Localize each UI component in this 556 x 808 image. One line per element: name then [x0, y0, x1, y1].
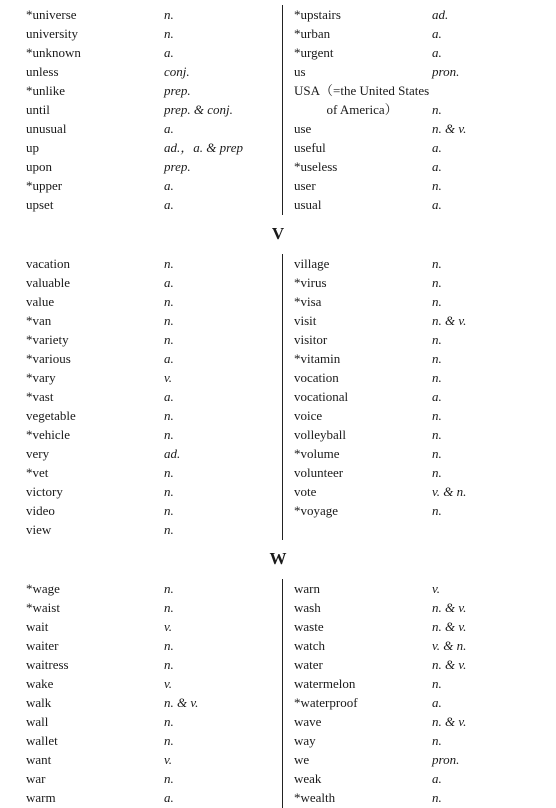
vocab-entry	[294, 769, 546, 788]
vocab-word: village	[294, 256, 330, 271]
part-of-speech: n.	[164, 503, 174, 518]
part-of-speech: n.	[164, 408, 174, 423]
vocab-entry	[294, 254, 546, 273]
vocab-word: wave	[294, 714, 322, 729]
part-of-speech: n.	[164, 332, 174, 347]
vocab-entry	[294, 311, 546, 330]
vocab-word: warm	[26, 790, 56, 805]
vocab-word: wake	[26, 676, 54, 691]
section-v	[0, 254, 556, 540]
vocab-word: *vet	[26, 465, 49, 480]
part-of-speech: n.	[164, 7, 174, 22]
part-of-speech: a.	[432, 45, 442, 60]
vocab-entry	[26, 387, 278, 406]
vocab-entry	[26, 712, 278, 731]
part-of-speech: a.	[164, 178, 174, 193]
vocab-word: up	[26, 140, 39, 155]
vocab-entry	[26, 444, 278, 463]
vocab-word: war	[26, 771, 46, 786]
vocab-word: very	[26, 446, 50, 461]
vocab-entry	[294, 750, 546, 769]
part-of-speech: a.	[432, 197, 442, 212]
vocab-word: *visa	[294, 294, 322, 309]
vocab-word: *waist	[26, 600, 60, 615]
part-of-speech: n.	[432, 351, 442, 366]
vocab-entry	[294, 617, 546, 636]
part-of-speech: n.	[164, 484, 174, 499]
part-of-speech: n.	[164, 657, 174, 672]
part-of-speech: pron.	[432, 64, 460, 79]
part-of-speech: n.	[432, 676, 442, 691]
vocab-word: *virus	[294, 275, 327, 290]
vocab-word: *vast	[26, 389, 54, 404]
vocab-word: us	[294, 64, 306, 79]
part-of-speech: n.	[164, 522, 174, 537]
vocab-entry	[26, 425, 278, 444]
vocab-entry	[294, 674, 546, 693]
vocab-word: wait	[26, 619, 49, 634]
part-of-speech: prep.	[164, 83, 191, 98]
vocab-word: vacation	[26, 256, 71, 271]
vocab-entry	[26, 311, 278, 330]
vocab-entry	[26, 769, 278, 788]
column-right	[294, 5, 546, 214]
part-of-speech: ad.，a. & prep	[164, 140, 243, 155]
vocab-word: *van	[26, 313, 52, 328]
part-of-speech: a.	[432, 26, 442, 41]
vocab-word: we	[294, 752, 310, 767]
vocab-entry	[26, 482, 278, 501]
vocab-word: water	[294, 657, 323, 672]
vocab-entry	[294, 5, 546, 24]
part-of-speech: conj.	[164, 64, 190, 79]
vocab-entry	[294, 636, 546, 655]
vocab-word: walk	[26, 695, 52, 710]
part-of-speech: n.	[432, 446, 442, 461]
part-of-speech: a.	[432, 140, 442, 155]
vocab-word: user	[294, 178, 316, 193]
vocab-entry	[294, 579, 546, 598]
vocab-word: useful	[294, 140, 326, 155]
part-of-speech: v.	[164, 752, 173, 767]
vocab-word: vote	[294, 484, 317, 499]
vocab-entry	[26, 176, 278, 195]
vocab-word: *voyage	[294, 503, 339, 518]
vocab-entry	[294, 693, 546, 712]
part-of-speech: prep.	[164, 159, 191, 174]
vocab-entry	[26, 368, 278, 387]
vocab-entry	[26, 598, 278, 617]
part-of-speech: n.	[164, 26, 174, 41]
vocab-word: weak	[294, 771, 322, 786]
vocab-entry	[294, 43, 546, 62]
vocab-word: warn	[294, 581, 320, 596]
vocab-word: use	[294, 121, 312, 136]
vocab-word: waiter	[26, 638, 59, 653]
part-of-speech: n.	[432, 275, 442, 290]
vocab-word: way	[294, 733, 316, 748]
vocab-entry	[26, 195, 278, 214]
vocab-word: wash	[294, 600, 321, 615]
vocab-entry	[294, 24, 546, 43]
vocab-entry	[26, 349, 278, 368]
part-of-speech: n. & v.	[432, 313, 467, 328]
vocab-word: victory	[26, 484, 63, 499]
column-left	[26, 254, 278, 539]
vocab-word: *wealth	[294, 790, 336, 805]
column-left	[26, 5, 278, 214]
part-of-speech: n.	[164, 581, 174, 596]
part-of-speech: n.	[164, 294, 174, 309]
part-of-speech: n.	[164, 714, 174, 729]
part-of-speech: v.	[164, 370, 173, 385]
vocab-word: *useless	[294, 159, 338, 174]
vocab-word: volleyball	[294, 427, 346, 442]
part-of-speech: a.	[164, 275, 174, 290]
vocab-entry	[26, 636, 278, 655]
part-of-speech: n.	[432, 408, 442, 423]
vocab-entry	[294, 195, 546, 214]
vocab-entry	[294, 273, 546, 292]
vocab-entry	[294, 463, 546, 482]
vocab-entry	[26, 273, 278, 292]
vocab-word: *various	[26, 351, 71, 366]
vocab-word: *vitamin	[294, 351, 341, 366]
column-divider	[282, 579, 283, 808]
vocab-entry	[26, 330, 278, 349]
vocab-word: vocation	[294, 370, 339, 385]
vocab-entry	[294, 387, 546, 406]
part-of-speech: n.	[432, 465, 442, 480]
vocab-entry	[26, 43, 278, 62]
part-of-speech: n.	[432, 294, 442, 309]
vocab-word: view	[26, 522, 52, 537]
vocab-entry	[294, 444, 546, 463]
part-of-speech: n.	[432, 790, 442, 805]
vocab-entry	[26, 81, 278, 100]
vocab-entry	[294, 157, 546, 176]
vocab-entry	[294, 501, 546, 520]
part-of-speech: a.	[164, 197, 174, 212]
part-of-speech: n.	[432, 427, 442, 442]
vocab-entry	[26, 655, 278, 674]
part-of-speech: n.	[164, 465, 174, 480]
vocab-word: wallet	[26, 733, 58, 748]
vocab-word: voice	[294, 408, 323, 423]
part-of-speech: pron.	[432, 752, 460, 767]
vocab-entry	[294, 119, 546, 138]
section-letter-w: W	[269, 549, 287, 568]
vocab-word: *vehicle	[26, 427, 71, 442]
part-of-speech: a.	[432, 159, 442, 174]
part-of-speech: n.	[432, 503, 442, 518]
vocab-entry	[26, 24, 278, 43]
vocab-word: *vary	[26, 370, 56, 385]
column-divider	[282, 5, 283, 215]
vocab-entry	[294, 138, 546, 157]
part-of-speech: n.	[432, 370, 442, 385]
vocab-word: *wage	[26, 581, 60, 596]
vocab-word: waste	[294, 619, 324, 634]
part-of-speech: n.	[432, 102, 442, 117]
vocab-word: vocational	[294, 389, 349, 404]
vocab-entry	[26, 463, 278, 482]
vocab-entry	[26, 5, 278, 24]
part-of-speech: v.	[432, 581, 441, 596]
vocab-entry	[294, 330, 546, 349]
vocab-entry	[294, 176, 546, 195]
vocab-entry	[294, 81, 546, 119]
part-of-speech: n.	[432, 733, 442, 748]
vocab-word: *upstairs	[294, 7, 341, 22]
vocab-entry	[26, 254, 278, 273]
vocab-word: *unknown	[26, 45, 81, 60]
part-of-speech: v.	[164, 676, 173, 691]
part-of-speech: n.	[164, 600, 174, 615]
part-of-speech: n.	[432, 178, 442, 193]
vocab-word: volunteer	[294, 465, 344, 480]
vocab-entry	[294, 62, 546, 81]
vocab-entry	[294, 655, 546, 674]
column-left	[26, 579, 278, 807]
part-of-speech: v. & n.	[432, 638, 467, 653]
vocab-word: until	[26, 102, 50, 117]
vocab-word: usual	[294, 197, 322, 212]
part-of-speech: n.	[164, 638, 174, 653]
vocab-entry	[294, 292, 546, 311]
column-right	[294, 579, 546, 807]
part-of-speech: n.	[164, 313, 174, 328]
vocab-word: watermelon	[294, 676, 356, 691]
part-of-speech: a.	[164, 121, 174, 136]
vocab-word: upon	[26, 159, 52, 174]
part-of-speech: n. & v.	[164, 695, 199, 710]
vocab-entry	[26, 617, 278, 636]
section-u	[0, 5, 556, 215]
vocab-entry	[26, 750, 278, 769]
part-of-speech: v. & n.	[432, 484, 467, 499]
part-of-speech: n. & v.	[432, 619, 467, 634]
vocab-entry	[294, 406, 546, 425]
vocab-word: *universe	[26, 7, 77, 22]
vocab-word: university	[26, 26, 78, 41]
vocab-entry	[26, 100, 278, 119]
vocab-entry	[294, 425, 546, 444]
vocab-word: upset	[26, 197, 54, 212]
part-of-speech: n.	[164, 733, 174, 748]
part-of-speech: n.	[432, 332, 442, 347]
part-of-speech: ad.	[432, 7, 449, 22]
part-of-speech: a.	[164, 389, 174, 404]
part-of-speech: n. & v.	[432, 714, 467, 729]
vocab-word: video	[26, 503, 55, 518]
part-of-speech: n. & v.	[432, 657, 467, 672]
vocab-word: wall	[26, 714, 49, 729]
vocab-entry	[294, 368, 546, 387]
vocab-entry	[26, 788, 278, 807]
section-w	[0, 579, 556, 808]
vocab-word: vegetable	[26, 408, 76, 423]
vocab-entry	[26, 62, 278, 81]
vocab-word: valuable	[26, 275, 71, 290]
vocab-entry	[294, 598, 546, 617]
vocab-entry	[26, 501, 278, 520]
part-of-speech: prep. & conj.	[164, 102, 233, 117]
vocab-entry	[26, 693, 278, 712]
vocab-entry	[26, 579, 278, 598]
part-of-speech: n. & v.	[432, 600, 467, 615]
vocab-word: waitress	[26, 657, 69, 672]
vocab-word: want	[26, 752, 52, 767]
vocab-word: *upper	[26, 178, 63, 193]
part-of-speech: n.	[164, 771, 174, 786]
vocab-entry	[26, 138, 278, 157]
part-of-speech: a.	[432, 771, 442, 786]
vocab-entry	[294, 349, 546, 368]
part-of-speech: ad.	[164, 446, 181, 461]
part-of-speech: a.	[164, 351, 174, 366]
vocab-word: *urgent	[294, 45, 334, 60]
column-right	[294, 254, 546, 520]
vocab-entry	[26, 520, 278, 539]
part-of-speech: v.	[164, 619, 173, 634]
vocab-entry	[26, 119, 278, 138]
vocab-word: visit	[294, 313, 317, 328]
vocab-entry	[294, 712, 546, 731]
vocab-word: *volume	[294, 446, 340, 461]
vocab-word: *urban	[294, 26, 331, 41]
part-of-speech: a.	[164, 790, 174, 805]
vocab-word: value	[26, 294, 55, 309]
vocab-entry	[26, 406, 278, 425]
vocab-word: *unlike	[26, 83, 65, 98]
vocab-word: visitor	[294, 332, 328, 347]
vocab-entry	[26, 731, 278, 750]
part-of-speech: a.	[164, 45, 174, 60]
column-divider	[282, 254, 283, 540]
part-of-speech: n.	[164, 427, 174, 442]
vocab-entry	[26, 674, 278, 693]
vocab-entry	[26, 157, 278, 176]
vocab-word: watch	[294, 638, 326, 653]
part-of-speech: a.	[432, 389, 442, 404]
part-of-speech: n.	[432, 256, 442, 271]
vocab-word: *waterproof	[294, 695, 358, 710]
part-of-speech: a.	[432, 695, 442, 710]
vocab-entry	[26, 292, 278, 311]
part-of-speech: n. & v.	[432, 121, 467, 136]
vocab-entry	[294, 788, 546, 807]
vocab-word: *variety	[26, 332, 69, 347]
vocab-entry	[294, 482, 546, 501]
part-of-speech: n.	[164, 256, 174, 271]
vocab-word: unusual	[26, 121, 67, 136]
vocab-word: USA（=the United States of America）	[294, 83, 430, 117]
vocab-word: unless	[26, 64, 59, 79]
vocab-entry	[294, 731, 546, 750]
section-letter-v: V	[271, 224, 285, 243]
